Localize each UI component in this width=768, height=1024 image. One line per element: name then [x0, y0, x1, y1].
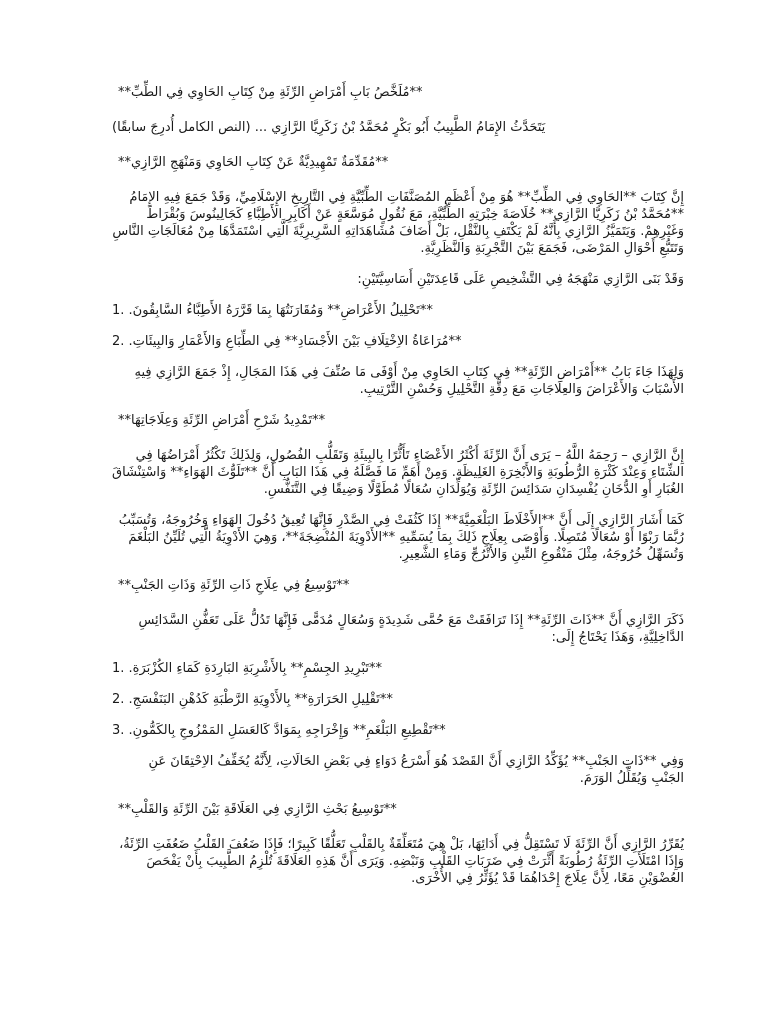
paragraph: وَفِي **ذَاتِ الجَنْبِ** يُؤَكِّدُ الرَّازِي أَنَّ القَصْدَ هُوَ أَسْرَعُ دَوَاءٍ فِي بَعْضِ الحَالَاتِ، لِأَنَّهُ يُخَفِّفُ الاِحْتِقَانَ عَنِ الجَنْبِ وَيُقَلِّلُ الوَرَمَ. [148, 754, 684, 786]
list-number: 2. [112, 334, 125, 349]
list-text: **تَحْلِيلُ الأَعْرَاضِ** وَمُقَارَنَتُهَا بِمَا قَرَّرَهُ الأَطِبَّاءُ السَّابِقُونَ. [128, 303, 433, 318]
document-title: **مُلَخَّصُ بَابِ أَمْرَاضِ الرِّئَةِ مِنْ كِتَابِ الحَاوِي فِي الطِّبِّ** [118, 85, 423, 100]
paragraph: وَقَدْ بَنَى الرَّازِي مَنْهَجَهُ فِي التَّشْخِيصِ عَلَى قَاعِدَتَيْنِ أَسَاسِيَّتَيْنِ: [357, 272, 684, 287]
list-number: 2. [112, 692, 125, 707]
list-text: **تَبْرِيدِ الجِسْمِ** بِالأَشْرِبَةِ البَارِدَةِ كَمَاءِ الكُزْبَرَةِ. [128, 661, 382, 676]
paragraph: يُقَرِّرُ الرَّازِي أَنَّ الرِّئَةَ لَا تَسْتَقِلُّ فِي أَدَائِهَا، بَلْ هِيَ مُتَعَلِّقَةٌ بِالقَلْبِ تَعَلُّقًا كَبِيرًا؛ فَإِذَا ضَعُفَ القَلْبُ ضَعُفَتِ الرِّئَةُ، وَإِذَا امْتَلَأَتِ الرِّئَةُ رُطُوبَةً أَثَّرَتْ فِي ضَرَبَاتِ القَلْبِ وَنَبْضِهِ. وَيَرَى أَنَّ هَذِهِ العَلَاقَةَ تُلْزِمُ الطَّبِيبَ بِأَنْ يَفْحَصَ العُضْوَيْنِ مَعًا، لِأَنَّ عِلَاجَ إِحْدَاهُمَا قَدْ يُؤَثِّرُ فِي الأُخْرَى. [119, 837, 684, 886]
section-heading-lung-diseases: **تَمْدِيدُ شَرْحِ أَمْرَاضِ الرِّئَةِ وَعِلَاجَاتِهَا** [118, 413, 326, 428]
paragraph: إِنَّ كِتَابَ **الحَاوِي فِي الطِّبِّ** هُوَ مِنْ أَعْظَمِ المُصَنَّفَاتِ الطِّبِّيَّةِ فِي التَّارِيخِ الإِسْلَامِيِّ، وَقَدْ جَمَعَ فِيهِ الإِمَامُ **مُحَمَّدُ بْنُ زَكَرِيَّا الرَّازِي** خُلَاصَةَ خِبْرَتِهِ الطِّبِّيَّةِ، مَعَ نُقُولٍ مُوَسَّعَةٍ عَنْ أَكَابِرِ الأَطِبَّاءِ كَجَالِينُوسَ وَبُقْرَاطَ وَغَيْرِهِمْ. وَيَتَمَيَّزُ الرَّازِي بِأَنَّهُ لَمْ يَكْتَفِ بِالنَّقْلِ، بَلْ أَضَافَ مُشَاهَدَاتِهِ السَّرِيرِيَّةَ الَّتِي اسْتَمَدَّهَا مِنْ مُعَالَجَاتِ النَّاسِ وَتَتَبُّعِ أَحْوَالِ المَرْضَى، فَجَمَعَ بَيْنَ التَّجْرِبَةِ وَالنَّظَرِيَّةِ. [112, 190, 684, 256]
section-heading-introduction: **مُقَدِّمَةٌ تَمْهِيدِيَّةٌ عَنْ كِتَابِ الحَاوِي وَمَنْهَجِ الرَّازِي** [118, 155, 389, 170]
list-item [112, 302, 684, 319]
list-item [112, 722, 684, 739]
list-item [112, 333, 684, 350]
list-text: **تَقْطِيعِ البَلْغَمِ** وَإِخْرَاجِهِ بِمَوَادَّ كَالعَسَلِ المَمْزُوجِ بِالكَمُّونِ. [128, 723, 446, 738]
paragraph: إِنَّ الرَّازِي – رَحِمَهُ اللَّهُ – يَرَى أَنَّ الرِّئَةَ أَكْثَرُ الأَعْضَاءِ تَأَثُّرًا بِالبِيئَةِ وَتَقَلُّبِ الفُصُولِ، وَلِذَلِكَ تَكْثُرُ أَمْرَاضُهَا فِي الشِّتَاءِ وَعِنْدَ كَثْرَةِ الرُّطُوبَةِ وَالأَبْخِرَةِ الغَلِيظَةِ. وَمِنْ أَهَمِّ مَا فَصَّلَهُ فِي هَذَا البَابِ أَنَّ **تَلَوُّثَ الهَوَاءِ** وَاسْتِنْشَاقَ الغُبَارِ أَوِ الدُّخَانِ يُفْسِدَانِ سَدَائِسَ الرِّئَةِ وَيُوَلِّدَانِ سُعَالًا مُطَوَّلًا وَضِيقًا فِي التَّنَفُّسِ. [112, 448, 684, 497]
list-item [112, 691, 684, 708]
list-number: 3. [112, 723, 125, 738]
list-text: **تَقْلِيلِ الحَرَارَةِ** بِالأَدْوِيَةِ الرَّطْبَةِ كَدُهْنِ البَنَفْسَجِ. [128, 692, 393, 707]
paragraph: كَمَا أَشَارَ الرَّازِي إِلَى أَنَّ **الأَخْلَاطَ البَلْغَمِيَّةَ** إِذَا كَثُفَتْ فِي الصَّدْرِ فَإِنَّهَا تُعِيقُ دُخُولَ الهَوَاءِ وَخُرُوجَهُ، وَتُسَبِّبُ رُبَّمَا رَبْوًا أَوْ سُعَالًا مُتَصِلًا. وَأَوْصَى بِعِلَاجِ ذَلِكَ بِمَا يُسَمِّيهِ **الأَدْوِيَةَ المُنْضِجَةَ**، وَهِيَ الأَدْوِيَةُ الَّتِي تُلَيِّنُ البَلْغَمَ وَتُسَهِّلُ خُرُوجَهُ، مِثْلَ مَنْقُوعِ التِّينِ وَالأَتْرُجِّ وَمَاءِ الشَّعِيرِ. [118, 513, 684, 562]
list-text: **مُرَاعَاةُ الاِخْتِلَافِ بَيْنَ الأَجْسَادِ** فِي الطِّبَاعِ وَالأَعْمَارِ وَالبِيئَاتِ. [128, 334, 462, 349]
paragraph: ذَكَرَ الرَّازِي أَنَّ **ذَاتَ الرِّئَةِ** إِذَا تَرَافَقَتْ مَعَ حُمَّى شَدِيدَةٍ وَسُعَالٍ مُدَمًّى فَإِنَّهَا تَدُلُّ عَلَى تَعَفُّنِ السَّدَائِسِ الدَّاخِلِيَّةِ، وَهَذَا يَحْتَاجُ إِلَى: [138, 613, 684, 645]
intro-line: يَتَحَدَّثُ الإِمَامُ الطَّبِيبُ أَبُو بَكْرٍ مُحَمَّدُ بْنُ زَكَرِيَّا الرَّازِي ... (النص الكامل أُدرِجَ سابقًا) [112, 120, 546, 135]
list-item [112, 660, 684, 677]
section-heading-lung-heart: **تَوْسِيعُ بَحْثِ الرَّازِي فِي العَلَاقَةِ بَيْنَ الرِّئَةِ وَالقَلْبِ** [118, 802, 397, 817]
section-heading-pneumonia: **تَوْسِيعُ فِي عِلَاجِ ذَاتِ الرِّئَةِ وَذَاتِ الجَنْبِ** [118, 578, 350, 593]
paragraph: وَلِهَذَا جَاءَ بَابُ **أَمْرَاضِ الرِّئَةِ** فِي كِتَابِ الحَاوِي مِنْ أَوْفَى مَا صُنِّفَ فِي هَذَا المَجَالِ، إِذْ جَمَعَ الرَّازِي فِيهِ الأَسْبَابَ وَالأَعْرَاضَ وَالعِلَاجَاتِ مَعَ دِقَّةِ التَّحْلِيلِ وَحُسْنِ التَّرْتِيبِ. [134, 365, 684, 397]
document-page [112, 84, 684, 901]
list-number: 1. [112, 661, 125, 676]
list-number: 1. [112, 303, 125, 318]
